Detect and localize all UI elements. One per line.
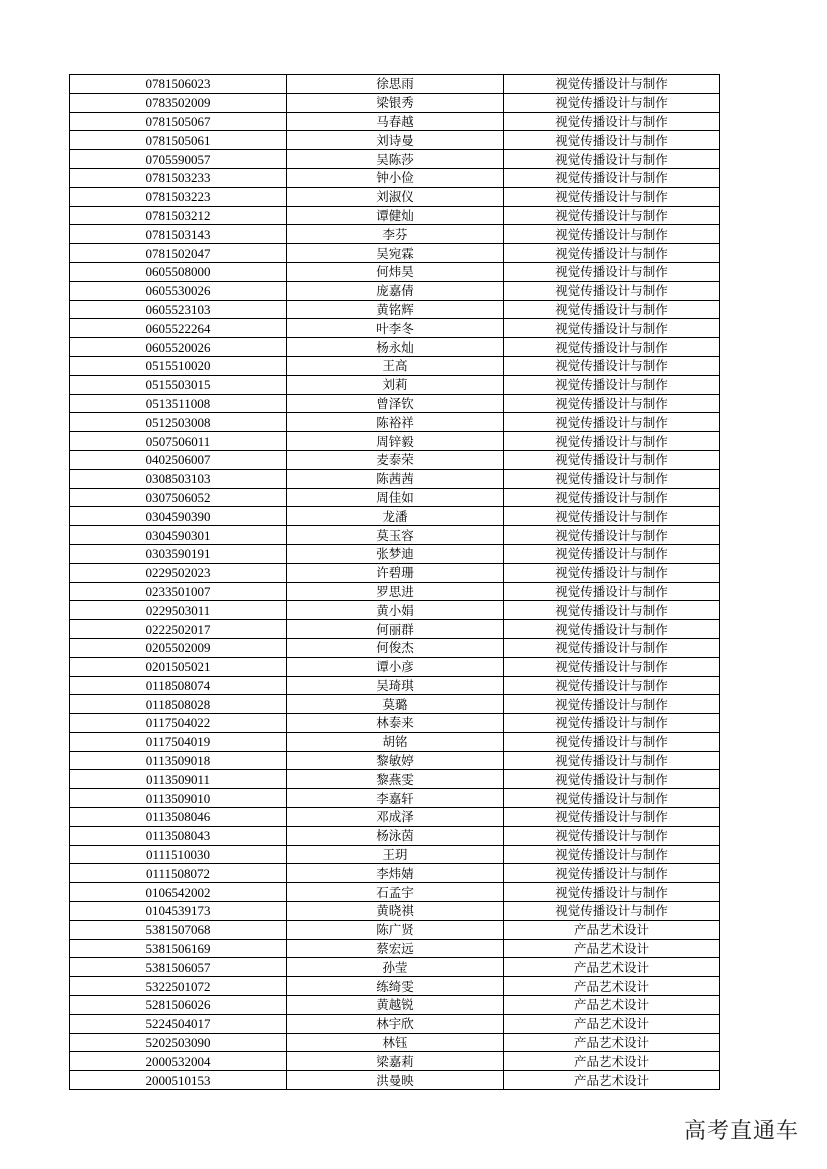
major-cell: 产品艺术设计 [504,977,720,996]
student-name-cell: 杨泳茵 [287,826,504,845]
table-row [70,638,720,657]
table-row [70,450,720,469]
major-cell: 视觉传播设计与制作 [504,714,720,733]
student-name-cell: 马春越 [287,112,504,131]
major-cell: 视觉传播设计与制作 [504,789,720,808]
student-name-cell: 钟小俭 [287,168,504,187]
major-cell: 视觉传播设计与制作 [504,732,720,751]
student-id-cell: 2000510153 [70,1071,287,1090]
admission-list-table [69,74,720,1090]
table-row [70,902,720,921]
student-name-cell: 庞嘉倩 [287,281,504,300]
student-id-cell: 0222502017 [70,620,287,639]
major-cell: 视觉传播设计与制作 [504,469,720,488]
table-row [70,582,720,601]
table-row [70,1071,720,1090]
table-row [70,864,720,883]
student-id-cell: 0113509010 [70,789,287,808]
student-id-cell: 0106542002 [70,883,287,902]
table-row [70,150,720,169]
table-row [70,469,720,488]
student-name-cell: 黄小娟 [287,601,504,620]
student-id-cell: 0781505061 [70,131,287,150]
student-name-cell: 黎燕雯 [287,770,504,789]
major-cell: 视觉传播设计与制作 [504,657,720,676]
major-cell: 产品艺术设计 [504,1071,720,1090]
student-name-cell: 谭健灿 [287,206,504,225]
student-name-cell: 林泰来 [287,714,504,733]
table-row [70,338,720,357]
table-row [70,281,720,300]
table-row [70,1033,720,1052]
table-row [70,225,720,244]
major-cell: 产品艺术设计 [504,1033,720,1052]
table-row [70,93,720,112]
student-id-cell: 5224504017 [70,1014,287,1033]
student-name-cell: 许碧珊 [287,563,504,582]
student-name-cell: 罗思进 [287,582,504,601]
major-cell: 视觉传播设计与制作 [504,394,720,413]
table-row [70,732,720,751]
major-cell: 视觉传播设计与制作 [504,638,720,657]
major-cell: 视觉传播设计与制作 [504,620,720,639]
major-cell: 视觉传播设计与制作 [504,112,720,131]
major-cell: 视觉传播设计与制作 [504,262,720,281]
student-id-cell: 0201505021 [70,657,287,676]
major-cell: 视觉传播设计与制作 [504,432,720,451]
major-cell: 视觉传播设计与制作 [504,131,720,150]
student-name-cell: 周佳如 [287,488,504,507]
student-name-cell: 邓成泽 [287,808,504,827]
table-row [70,1014,720,1033]
major-cell: 视觉传播设计与制作 [504,281,720,300]
student-id-cell: 5202503090 [70,1033,287,1052]
student-id-cell: 0304590390 [70,507,287,526]
student-name-cell: 徐思雨 [287,75,504,94]
major-cell: 产品艺术设计 [504,958,720,977]
student-id-cell: 0104539173 [70,902,287,921]
student-id-cell: 0515503015 [70,375,287,394]
major-cell: 视觉传播设计与制作 [504,187,720,206]
student-id-cell: 0605520026 [70,338,287,357]
student-name-cell: 何丽群 [287,620,504,639]
student-name-cell: 谭小彦 [287,657,504,676]
student-id-cell: 0507506011 [70,432,287,451]
student-name-cell: 刘诗曼 [287,131,504,150]
student-name-cell: 练绮雯 [287,977,504,996]
table-row [70,375,720,394]
table-row [70,920,720,939]
student-name-cell: 刘莉 [287,375,504,394]
student-name-cell: 石孟宇 [287,883,504,902]
major-cell: 视觉传播设计与制作 [504,75,720,94]
major-cell: 视觉传播设计与制作 [504,300,720,319]
major-cell: 视觉传播设计与制作 [504,883,720,902]
table-row [70,845,720,864]
table-row [70,808,720,827]
student-name-cell: 黎敏婷 [287,751,504,770]
student-id-cell: 0113508046 [70,808,287,827]
table-row [70,770,720,789]
watermark-logo: 高考直通车 [683,1119,799,1144]
student-name-cell: 黄晓祺 [287,902,504,921]
major-cell: 产品艺术设计 [504,1014,720,1033]
table-row [70,75,720,94]
student-id-cell: 0605508000 [70,262,287,281]
student-name-cell: 吴陈莎 [287,150,504,169]
student-name-cell: 吴琦琪 [287,676,504,695]
student-id-cell: 0117504019 [70,732,287,751]
student-name-cell: 曾泽钦 [287,394,504,413]
major-cell: 产品艺术设计 [504,920,720,939]
student-name-cell: 梁银秀 [287,93,504,112]
student-name-cell: 刘淑仪 [287,187,504,206]
table-row [70,789,720,808]
table-row [70,488,720,507]
student-name-cell: 王高 [287,356,504,375]
student-id-cell: 0118508074 [70,676,287,695]
student-id-cell: 0781503143 [70,225,287,244]
student-name-cell: 杨永灿 [287,338,504,357]
student-name-cell: 蔡宏远 [287,939,504,958]
major-cell: 视觉传播设计与制作 [504,488,720,507]
student-id-cell: 0229502023 [70,563,287,582]
student-name-cell: 王玥 [287,845,504,864]
table-row [70,563,720,582]
table-row [70,883,720,902]
major-cell: 视觉传播设计与制作 [504,902,720,921]
table-row [70,958,720,977]
admission-list-body [70,75,720,1090]
major-cell: 视觉传播设计与制作 [504,526,720,545]
major-cell: 视觉传播设计与制作 [504,826,720,845]
student-id-cell: 0113509018 [70,751,287,770]
student-id-cell: 0307506052 [70,488,287,507]
student-name-cell: 莫璐 [287,695,504,714]
major-cell: 视觉传播设计与制作 [504,864,720,883]
student-name-cell: 李嘉轩 [287,789,504,808]
table-row [70,826,720,845]
table-row [70,601,720,620]
table-row [70,319,720,338]
major-cell: 视觉传播设计与制作 [504,751,720,770]
student-id-cell: 5381506057 [70,958,287,977]
student-name-cell: 黄铭辉 [287,300,504,319]
table-row [70,714,720,733]
student-name-cell: 陈广贤 [287,920,504,939]
major-cell: 视觉传播设计与制作 [504,450,720,469]
table-row [70,676,720,695]
table-row [70,996,720,1015]
student-id-cell: 0229503011 [70,601,287,620]
major-cell: 视觉传播设计与制作 [504,601,720,620]
table-row [70,939,720,958]
student-name-cell: 李芬 [287,225,504,244]
student-id-cell: 0111510030 [70,845,287,864]
table-row [70,526,720,545]
student-name-cell: 何炜昊 [287,262,504,281]
major-cell: 视觉传播设计与制作 [504,770,720,789]
table-row [70,544,720,563]
major-cell: 视觉传播设计与制作 [504,338,720,357]
student-id-cell: 0117504022 [70,714,287,733]
table-row [70,112,720,131]
student-id-cell: 0781503223 [70,187,287,206]
major-cell: 视觉传播设计与制作 [504,845,720,864]
table-row [70,751,720,770]
table-row [70,657,720,676]
student-id-cell: 5281506026 [70,996,287,1015]
major-cell: 视觉传播设计与制作 [504,225,720,244]
major-cell: 视觉传播设计与制作 [504,413,720,432]
student-id-cell: 0781503212 [70,206,287,225]
student-name-cell: 黄越锐 [287,996,504,1015]
major-cell: 视觉传播设计与制作 [504,375,720,394]
table-row [70,262,720,281]
table-row [70,131,720,150]
student-name-cell: 林钰 [287,1033,504,1052]
student-name-cell: 麦泰荣 [287,450,504,469]
major-cell: 视觉传播设计与制作 [504,507,720,526]
major-cell: 视觉传播设计与制作 [504,206,720,225]
student-id-cell: 5381507068 [70,920,287,939]
student-id-cell: 0605523103 [70,300,287,319]
major-cell: 视觉传播设计与制作 [504,695,720,714]
student-id-cell: 0513511008 [70,394,287,413]
student-id-cell: 0308503103 [70,469,287,488]
table-row [70,1052,720,1071]
table-row [70,413,720,432]
major-cell: 视觉传播设计与制作 [504,676,720,695]
student-id-cell: 5381506169 [70,939,287,958]
student-name-cell: 陈裕祥 [287,413,504,432]
student-name-cell: 吴宛霖 [287,244,504,263]
student-id-cell: 0783502009 [70,93,287,112]
major-cell: 视觉传播设计与制作 [504,808,720,827]
student-id-cell: 0605522264 [70,319,287,338]
student-id-cell: 0205502009 [70,638,287,657]
student-name-cell: 洪曼映 [287,1071,504,1090]
table-row [70,695,720,714]
student-name-cell: 龙潘 [287,507,504,526]
major-cell: 产品艺术设计 [504,996,720,1015]
student-name-cell: 陈茜茜 [287,469,504,488]
student-id-cell: 0781503233 [70,168,287,187]
student-id-cell: 0233501007 [70,582,287,601]
student-name-cell: 梁嘉莉 [287,1052,504,1071]
major-cell: 视觉传播设计与制作 [504,582,720,601]
major-cell: 视觉传播设计与制作 [504,356,720,375]
major-cell: 视觉传播设计与制作 [504,150,720,169]
student-name-cell: 胡铭 [287,732,504,751]
student-id-cell: 0113509011 [70,770,287,789]
student-id-cell: 0515510020 [70,356,287,375]
student-id-cell: 0402506007 [70,450,287,469]
major-cell: 产品艺术设计 [504,939,720,958]
student-id-cell: 5322501072 [70,977,287,996]
student-id-cell: 0605530026 [70,281,287,300]
major-cell: 视觉传播设计与制作 [504,319,720,338]
student-name-cell: 何俊杰 [287,638,504,657]
table-row [70,206,720,225]
table-row [70,356,720,375]
major-cell: 视觉传播设计与制作 [504,563,720,582]
student-id-cell: 0304590301 [70,526,287,545]
table-row [70,244,720,263]
table-row [70,394,720,413]
student-id-cell: 2000532004 [70,1052,287,1071]
major-cell: 视觉传播设计与制作 [504,544,720,563]
major-cell: 视觉传播设计与制作 [504,93,720,112]
student-id-cell: 0303590191 [70,544,287,563]
student-id-cell: 0781506023 [70,75,287,94]
student-name-cell: 张梦迪 [287,544,504,563]
table-row [70,620,720,639]
student-name-cell: 孙莹 [287,958,504,977]
student-name-cell: 叶李冬 [287,319,504,338]
student-id-cell: 0512503008 [70,413,287,432]
table-row [70,432,720,451]
student-id-cell: 0705590057 [70,150,287,169]
student-id-cell: 0113508043 [70,826,287,845]
student-name-cell: 李炜婧 [287,864,504,883]
student-name-cell: 周锌毅 [287,432,504,451]
major-cell: 视觉传播设计与制作 [504,168,720,187]
major-cell: 产品艺术设计 [504,1052,720,1071]
table-row [70,187,720,206]
student-name-cell: 莫玉容 [287,526,504,545]
student-id-cell: 0781505067 [70,112,287,131]
table-row [70,507,720,526]
student-id-cell: 0111508072 [70,864,287,883]
table-row [70,168,720,187]
major-cell: 视觉传播设计与制作 [504,244,720,263]
student-id-cell: 0118508028 [70,695,287,714]
student-name-cell: 林宇欣 [287,1014,504,1033]
table-row [70,300,720,319]
table-row [70,977,720,996]
student-id-cell: 0781502047 [70,244,287,263]
